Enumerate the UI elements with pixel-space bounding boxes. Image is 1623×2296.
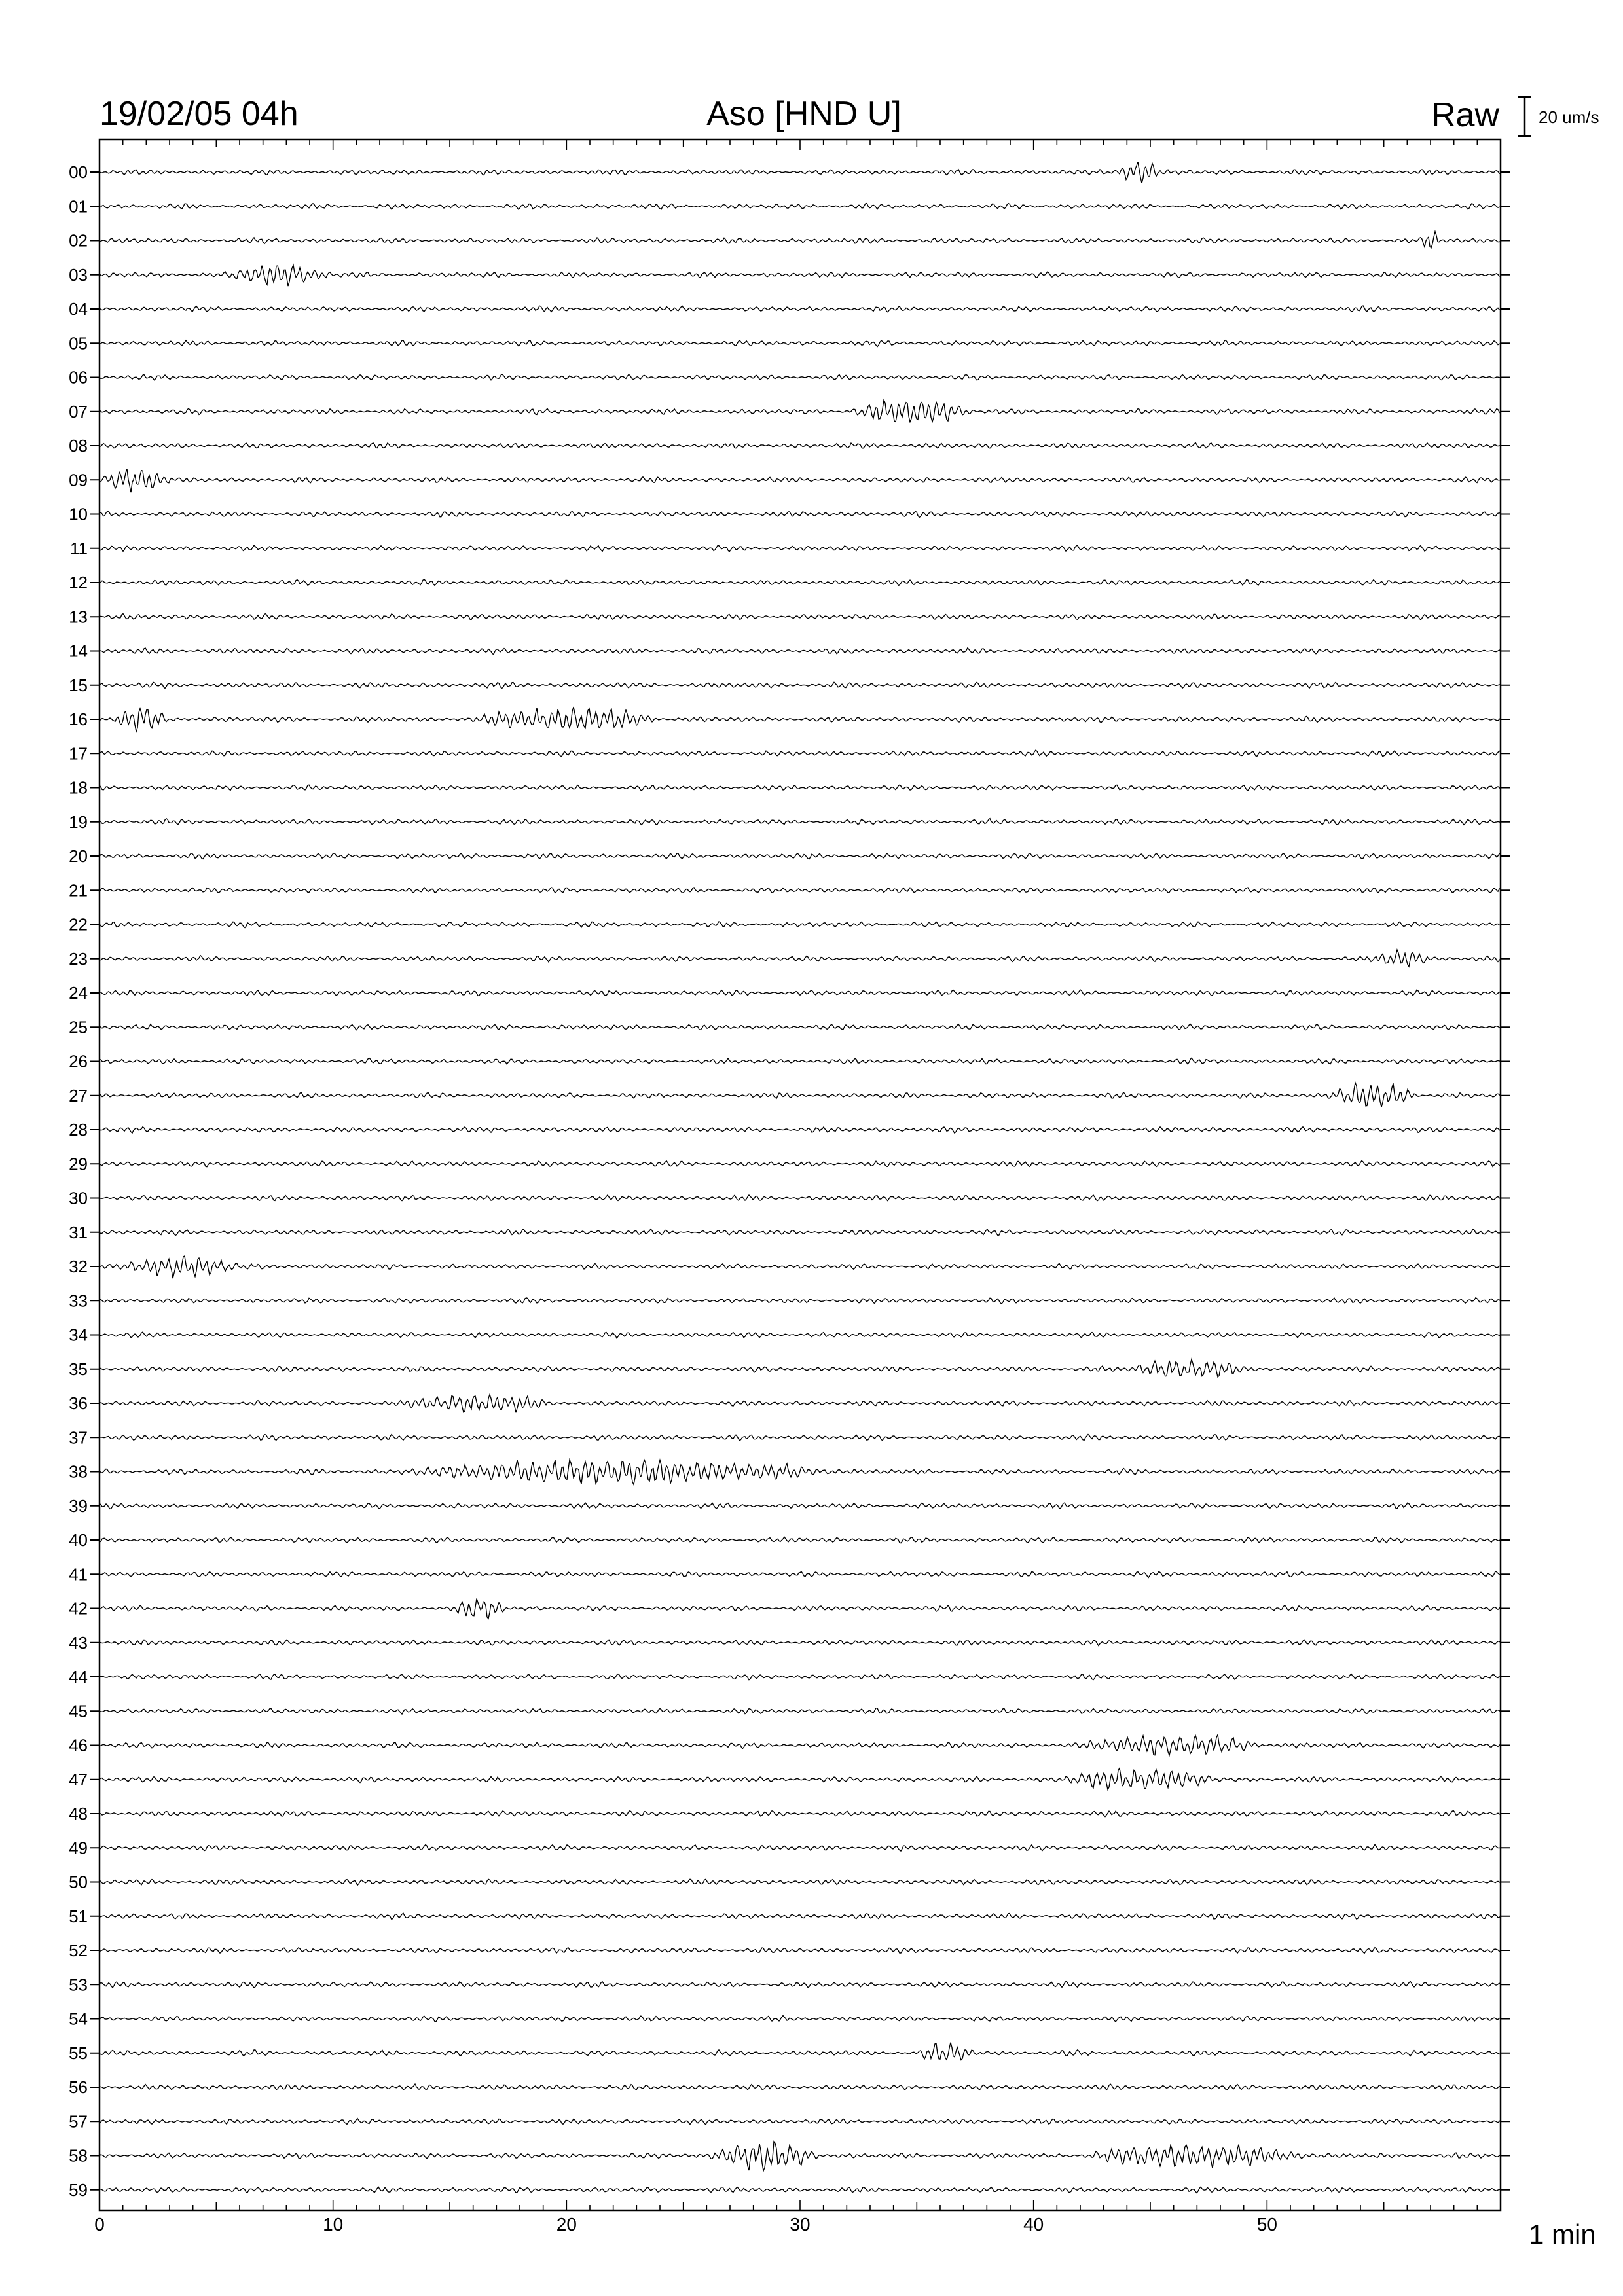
row-label: 10 bbox=[69, 504, 88, 524]
row-label: 14 bbox=[69, 641, 88, 661]
trace-row-36 bbox=[100, 1395, 1501, 1412]
trace-row-53 bbox=[100, 1981, 1501, 1988]
scale-bar-label: 20 um/s bbox=[1539, 107, 1599, 127]
trace-row-40 bbox=[100, 1537, 1501, 1543]
x-tick-label: 30 bbox=[790, 2214, 811, 2234]
trace-row-55 bbox=[100, 2043, 1501, 2060]
trace-row-04 bbox=[100, 306, 1501, 312]
row-label: 43 bbox=[69, 1632, 88, 1653]
trace-row-02 bbox=[100, 232, 1501, 248]
row-label: 52 bbox=[69, 1941, 88, 1960]
trace-row-43 bbox=[100, 1640, 1501, 1646]
row-label: 46 bbox=[69, 1735, 88, 1755]
trace-row-00 bbox=[100, 162, 1501, 183]
row-label: 50 bbox=[69, 1872, 88, 1892]
row-label: 09 bbox=[69, 470, 88, 490]
row-label: 11 bbox=[70, 538, 88, 558]
row-label: 49 bbox=[69, 1838, 88, 1858]
trace-row-24 bbox=[100, 990, 1501, 996]
trace-row-09 bbox=[100, 469, 1501, 493]
row-label: 32 bbox=[69, 1257, 88, 1276]
trace-row-49 bbox=[100, 1844, 1501, 1851]
x-tick-label: 10 bbox=[323, 2214, 344, 2234]
row-label: 44 bbox=[69, 1667, 88, 1687]
trace-row-11 bbox=[100, 545, 1501, 552]
row-label: 07 bbox=[69, 401, 88, 422]
plot-frame bbox=[100, 139, 1501, 2210]
trace-row-45 bbox=[100, 1708, 1501, 1714]
trace-row-52 bbox=[100, 1948, 1501, 1954]
row-label: 40 bbox=[69, 1530, 88, 1550]
x-axis-unit-label: 1 min bbox=[1529, 2219, 1596, 2250]
row-label: 33 bbox=[69, 1291, 88, 1311]
trace-row-20 bbox=[100, 853, 1501, 859]
trace-row-37 bbox=[100, 1435, 1501, 1441]
trace-row-56 bbox=[100, 2084, 1501, 2090]
trace-row-54 bbox=[100, 2016, 1501, 2022]
row-label: 21 bbox=[69, 880, 88, 901]
trace-row-13 bbox=[100, 614, 1501, 620]
trace-row-57 bbox=[100, 2119, 1501, 2125]
row-label: 39 bbox=[69, 1496, 88, 1516]
trace-row-41 bbox=[100, 1571, 1501, 1577]
trace-row-39 bbox=[100, 1503, 1501, 1509]
trace-row-16 bbox=[100, 707, 1501, 732]
trace-row-27 bbox=[100, 1083, 1501, 1107]
trace-row-50 bbox=[100, 1879, 1501, 1885]
row-label: 18 bbox=[69, 778, 88, 798]
row-label: 34 bbox=[69, 1325, 88, 1345]
row-label: 26 bbox=[69, 1051, 88, 1071]
row-label: 05 bbox=[69, 333, 88, 353]
amplitude-scale-bar bbox=[1518, 97, 1531, 136]
trace-row-19 bbox=[100, 819, 1501, 825]
trace-row-59 bbox=[100, 2187, 1501, 2193]
row-label: 56 bbox=[69, 2077, 88, 2097]
trace-row-46 bbox=[100, 1735, 1501, 1755]
x-tick-label: 50 bbox=[1256, 2214, 1277, 2234]
row-label: 02 bbox=[69, 230, 88, 251]
trace-row-23 bbox=[100, 950, 1501, 967]
row-tick-group bbox=[90, 172, 1510, 2190]
row-label: 00 bbox=[69, 162, 88, 182]
row-label: 04 bbox=[69, 299, 88, 319]
row-label: 25 bbox=[69, 1017, 88, 1037]
row-label: 42 bbox=[69, 1598, 88, 1619]
date-hour-label: 19/02/05 04h bbox=[100, 95, 299, 133]
row-label: 17 bbox=[69, 744, 88, 764]
mode-label: Raw bbox=[1431, 96, 1499, 134]
trace-row-07 bbox=[100, 400, 1501, 422]
x-tick-group bbox=[100, 139, 1501, 2210]
row-label: 24 bbox=[69, 983, 88, 1003]
row-label: 51 bbox=[69, 1906, 88, 1926]
row-label: 35 bbox=[69, 1359, 88, 1379]
row-label: 59 bbox=[69, 2179, 88, 2200]
trace-row-15 bbox=[100, 682, 1501, 688]
x-tick-label: 20 bbox=[556, 2214, 577, 2234]
trace-row-14 bbox=[100, 648, 1501, 655]
trace-row-44 bbox=[100, 1674, 1501, 1680]
row-label: 36 bbox=[69, 1393, 88, 1413]
trace-row-25 bbox=[100, 1024, 1501, 1030]
row-label: 27 bbox=[69, 1085, 88, 1105]
row-label: 03 bbox=[69, 264, 88, 285]
trace-row-26 bbox=[100, 1058, 1501, 1064]
station-title: Aso [HND U] bbox=[706, 95, 902, 133]
row-label: 45 bbox=[69, 1701, 88, 1721]
row-label: 54 bbox=[69, 2009, 88, 2029]
row-label: 15 bbox=[69, 675, 88, 695]
row-label: 38 bbox=[69, 1462, 88, 1482]
x-tick-label: 40 bbox=[1023, 2214, 1044, 2234]
trace-row-34 bbox=[100, 1332, 1501, 1338]
trace-row-58 bbox=[100, 2142, 1501, 2171]
trace-row-12 bbox=[100, 579, 1501, 585]
trace-row-01 bbox=[100, 204, 1501, 209]
trace-row-31 bbox=[100, 1229, 1501, 1236]
trace-row-06 bbox=[100, 374, 1501, 380]
row-label: 22 bbox=[69, 914, 88, 935]
row-label: 06 bbox=[69, 367, 88, 387]
row-label: 13 bbox=[69, 607, 88, 627]
row-label: 19 bbox=[69, 812, 88, 832]
row-label: 29 bbox=[69, 1154, 88, 1174]
row-label: 31 bbox=[69, 1222, 88, 1242]
trace-row-17 bbox=[100, 750, 1501, 757]
row-label: 01 bbox=[69, 196, 88, 217]
row-label: 28 bbox=[69, 1120, 88, 1139]
trace-row-35 bbox=[100, 1359, 1501, 1377]
row-label: 53 bbox=[69, 1975, 88, 1995]
trace-row-28 bbox=[100, 1127, 1501, 1133]
trace-row-08 bbox=[100, 442, 1501, 448]
trace-row-32 bbox=[100, 1256, 1501, 1278]
trace-row-42 bbox=[100, 1599, 1501, 1619]
trace-group bbox=[100, 162, 1501, 2193]
row-label: 37 bbox=[69, 1427, 88, 1448]
trace-row-38 bbox=[100, 1460, 1501, 1484]
trace-row-21 bbox=[100, 888, 1501, 893]
trace-row-48 bbox=[100, 1810, 1501, 1816]
trace-row-10 bbox=[100, 511, 1501, 517]
row-label: 48 bbox=[69, 1804, 88, 1823]
trace-row-29 bbox=[100, 1160, 1501, 1166]
trace-row-05 bbox=[100, 340, 1501, 347]
trace-row-51 bbox=[100, 1913, 1501, 1919]
row-label: 47 bbox=[69, 1769, 88, 1789]
x-tick-label: 0 bbox=[94, 2214, 105, 2234]
trace-row-03 bbox=[100, 265, 1501, 286]
row-label: 16 bbox=[69, 709, 88, 729]
trace-row-33 bbox=[100, 1298, 1501, 1304]
row-label-group bbox=[69, 162, 88, 2200]
trace-row-22 bbox=[100, 922, 1501, 928]
row-label: 55 bbox=[69, 2043, 88, 2063]
row-label: 58 bbox=[69, 2145, 88, 2166]
trace-row-30 bbox=[100, 1195, 1501, 1201]
trace-row-18 bbox=[100, 785, 1501, 791]
row-label: 23 bbox=[69, 948, 88, 969]
row-label: 12 bbox=[69, 573, 88, 592]
row-label: 08 bbox=[69, 436, 88, 456]
row-label: 30 bbox=[69, 1188, 88, 1208]
row-label: 57 bbox=[69, 2111, 88, 2132]
trace-row-47 bbox=[100, 1768, 1501, 1790]
row-label: 41 bbox=[69, 1564, 88, 1585]
x-tick-label-group bbox=[94, 2214, 1277, 2234]
row-label: 20 bbox=[69, 846, 88, 866]
